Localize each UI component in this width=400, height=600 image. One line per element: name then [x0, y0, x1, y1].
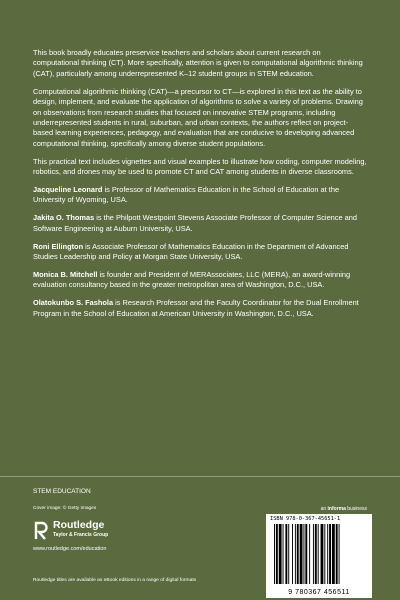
- back-cover-text: [33, 48, 367, 327]
- publisher-subtitle: Taylor & Francis Group: [53, 532, 109, 538]
- author-bio-text: is Professor of Mathematics Education in the School of Education at the University of Wyoming, USA.: [33, 184, 340, 205]
- description-paragraph: Computational algorithmic thinking (CAT)—a precursor to CT—is explored in this text as the ability to design, implement, and evaluate the application of algorithms to solve a variety of problems. Drawing on observations from research studies that focused on innovative STEM programs, including underrepresented students in rural, suburban, and urban contexts, the authors reflect on project-based learning experiences, pedagogy, and evaluation that are conducive to developing advanced computational thinking, specifically among diverse student populations.: [33, 86, 363, 148]
- barcode-bar: [315, 524, 317, 584]
- routledge-logo-icon: [33, 520, 49, 540]
- barcode-bar: [324, 524, 325, 584]
- barcode-bar: [336, 524, 338, 584]
- barcode-bar: [300, 524, 303, 584]
- author-bio-text: is Associate Professor of Mathematics Education in the Department of Advanced Studies Leadership and Policy at Morgan State University, USA.: [33, 241, 349, 261]
- informa-suffix: business: [345, 506, 367, 512]
- barcode-bar: [339, 524, 340, 584]
- author-name: Olatokunbo S. Fashola: [33, 298, 114, 308]
- barcode-bar: [305, 524, 307, 584]
- author-name: Roni Ellington: [33, 241, 84, 251]
- publisher-name: Routledge: [53, 519, 105, 531]
- author-bio: [33, 242, 367, 263]
- barcode-bar: [321, 524, 324, 584]
- description-paragraph: This book broadly educates preservice teachers and scholars about current research on computational thinking (CT). More specifically, attention is given to computational algorithmic thinking (CAT), particularly among underrepresented K–12 student groups in STEM education.: [33, 48, 363, 78]
- author-bio: [33, 298, 367, 319]
- author-bio-text: is the Philpott Westpoint Stevens Associate Professor of Computer Science and Software Engineering at Auburn University, USA.: [33, 213, 357, 233]
- barcode-bar: [297, 524, 299, 584]
- barcode-bar: [292, 524, 293, 584]
- cover-credit: Cover image: © Getty Images: [33, 506, 97, 511]
- publisher-website-link[interactable]: www.routledge.com/education: [33, 546, 107, 552]
- barcode-bar: [313, 524, 314, 584]
- isbn-barcode-box: [266, 514, 372, 598]
- barcode-image: [274, 524, 364, 584]
- subject-category: STEM EDUCATION: [33, 488, 91, 495]
- informa-prefix: an: [320, 506, 328, 512]
- barcode-bar: [303, 524, 304, 584]
- barcode-bar: [274, 524, 275, 584]
- barcode-bar: [329, 524, 331, 584]
- author-name: Monica B. Mitchell: [33, 269, 98, 279]
- author-name: Jacqueline Leonard: [33, 184, 103, 194]
- barcode-bar: [327, 524, 328, 584]
- ebook-note: Routledge titles are available as eBook editions in a range of digital formats: [33, 578, 197, 583]
- author-name: Jakita O. Thomas: [33, 213, 95, 223]
- barcode-bar: [309, 524, 310, 584]
- author-bio: [33, 185, 367, 206]
- author-bio-text: is founder and President of MERAssociates, LLC (MERA), an award-winning evaluation consultancy based in the greater metropolitan area of Washington, D.C., USA.: [33, 269, 351, 290]
- informa-tagline: [321, 506, 367, 512]
- informa-brand: informa: [327, 506, 346, 512]
- barcode-bar: [276, 524, 278, 584]
- barcode-bar: [288, 524, 289, 584]
- footer-divider: [0, 476, 400, 477]
- author-bio: [33, 270, 367, 291]
- barcode-digits: 9 780367 456511: [288, 589, 350, 596]
- isbn-text: ISBN 978-0-367-45651-1: [270, 516, 341, 522]
- author-bio: [33, 213, 367, 234]
- barcode-bar: [332, 524, 335, 584]
- barcode-bar: [279, 524, 282, 584]
- description-paragraph: This practical text includes vignettes and visual examples to illustrate how coding, computer modeling, robotics, and drones may be used to promote CT and CAT among students in diverse classrooms.: [33, 156, 367, 177]
- barcode-bar: [318, 524, 319, 584]
- barcode-bar: [285, 524, 287, 584]
- author-bio-text: is Research Professor and the Faculty Coordinator for the Dual Enrollment Program in the School of Education at American University in Washington, D.C., USA.: [33, 298, 359, 318]
- barcode-bar: [295, 524, 296, 584]
- barcode-bar: [283, 524, 284, 584]
